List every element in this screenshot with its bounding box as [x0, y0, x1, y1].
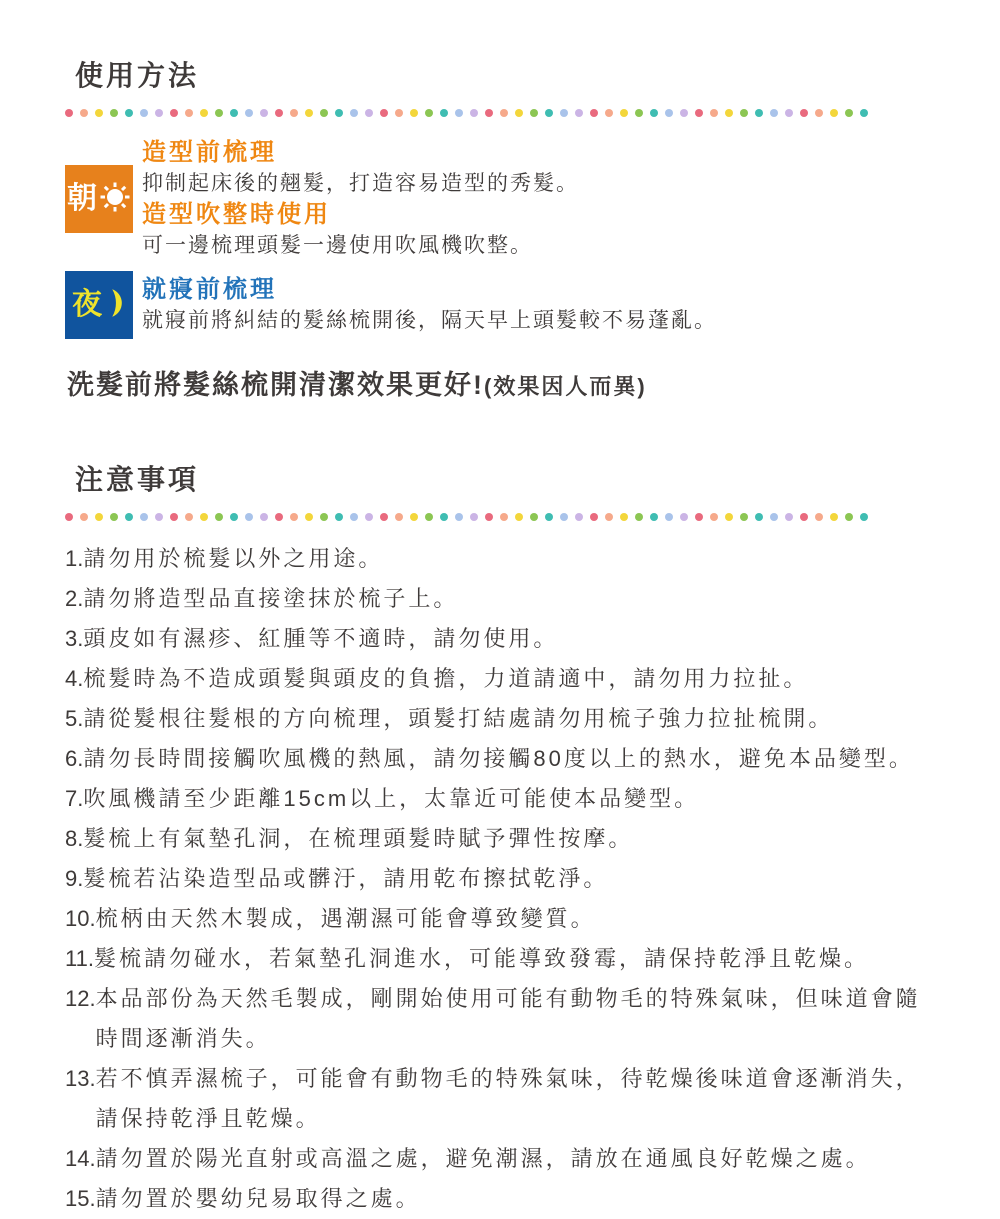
precautions-section [65, 458, 935, 1219]
precaution-text: 頭皮如有濕疹、紅腫等不適時，請勿使用。 [83, 626, 559, 651]
precaution-text: 吹風機請至少距離15cm以上，太靠近可能使本品變型。 [83, 786, 700, 811]
night-badge-label: 夜 [72, 288, 102, 321]
precaution-text: 請從髮根往髮根的方向梳理，頭髮打結處請勿用梳子強力拉扯梳開。 [83, 706, 834, 731]
precaution-item [65, 659, 935, 699]
precaution-item [65, 899, 935, 939]
divider-dot [380, 513, 388, 521]
divider-dot [605, 109, 613, 117]
divider-dot [605, 513, 613, 521]
precaution-text: 本品部份為天然毛製成，剛開始使用可能有動物毛的特殊氣味，但味道會隨時間逐漸消失。 [95, 986, 921, 1051]
divider-dot [215, 109, 223, 117]
precaution-number: 11. [65, 946, 94, 971]
divider-dot [230, 513, 238, 521]
divider-dot [305, 513, 313, 521]
divider-dot [290, 513, 298, 521]
divider-dot [95, 109, 103, 117]
divider-dot [320, 109, 328, 117]
divider-dot [455, 513, 463, 521]
usage-heading: 就寢前梳理 [142, 276, 277, 303]
divider-dot [740, 109, 748, 117]
divider-dot [755, 109, 763, 117]
precaution-item [65, 979, 935, 1059]
divider-dot [620, 513, 628, 521]
divider-dot [245, 109, 253, 117]
precaution-number: 9. [65, 866, 84, 891]
divider-dot [185, 513, 193, 521]
precaution-item [65, 1059, 935, 1139]
precaution-number: 7. [65, 786, 84, 811]
divider-dot [800, 513, 808, 521]
divider-dot [140, 109, 148, 117]
divider-dot [410, 109, 418, 117]
divider-dot [335, 513, 343, 521]
usage-section [65, 54, 935, 402]
precaution-number: 12. [65, 986, 96, 1011]
divider-dot [410, 513, 418, 521]
divider-dot [725, 109, 733, 117]
precaution-number: 8. [65, 826, 84, 851]
divider-dot [470, 109, 478, 117]
divider-dot [860, 109, 868, 117]
wash-tip-note: (效果因人而異) [484, 374, 647, 399]
precaution-text: 請勿置於嬰幼兒易取得之處。 [95, 1186, 421, 1211]
wash-tip-text: 洗髮前將髮絲梳開清潔效果更好! [67, 370, 484, 400]
divider-dot [185, 109, 193, 117]
divider-dot [500, 513, 508, 521]
precautions-section-title: 注意事項 [75, 464, 200, 495]
divider-dot [365, 513, 373, 521]
precaution-item [65, 859, 935, 899]
precaution-number: 4. [65, 666, 84, 691]
divider-dot [110, 109, 118, 117]
divider-dot [485, 109, 493, 117]
divider-dot [125, 109, 133, 117]
usage-heading: 造型前梳理 [142, 139, 277, 166]
divider-dot [485, 513, 493, 521]
precaution-number: 2. [65, 586, 84, 611]
divider-dot [755, 513, 763, 521]
divider-dot [155, 513, 163, 521]
divider-dot [830, 109, 838, 117]
precaution-item [65, 1139, 935, 1179]
divider-dot [725, 513, 733, 521]
divider-dot [500, 109, 508, 117]
divider-dot [455, 109, 463, 117]
precaution-text: 請勿用於梳髮以外之用途。 [83, 546, 384, 571]
divider-dot [425, 109, 433, 117]
moon-icon [104, 285, 126, 326]
divider-dot [590, 513, 598, 521]
divider-dot [125, 513, 133, 521]
morning-usage-row [65, 137, 935, 261]
divider-dot [695, 513, 703, 521]
precaution-item [65, 939, 935, 979]
precaution-text: 請勿置於陽光直射或高溫之處，避免潮濕，請放在通風良好乾燥之處。 [95, 1146, 871, 1171]
morning-text-block [142, 137, 579, 261]
precaution-item [65, 779, 935, 819]
usage-body: 抑制起床後的翹髮，打造容易造型的秀髮。 [142, 172, 579, 195]
precaution-item [65, 619, 935, 659]
morning-badge-label: 朝 [67, 182, 97, 215]
usage-section-title: 使用方法 [75, 60, 200, 91]
divider-dot [785, 109, 793, 117]
usage-heading: 造型吹整時使用 [142, 201, 331, 228]
divider-dot [845, 513, 853, 521]
divider-dot [620, 109, 628, 117]
precaution-item [65, 1179, 935, 1219]
divider-dot [320, 513, 328, 521]
divider-dot [665, 513, 673, 521]
precaution-number: 14. [65, 1146, 96, 1171]
wash-tip-highlight [67, 363, 935, 402]
precaution-text: 髮梳若沾染造型品或髒汙，請用乾布擦拭乾淨。 [83, 866, 609, 891]
divider-dot [260, 109, 268, 117]
precaution-number: 13. [65, 1066, 96, 1091]
precaution-number: 6. [65, 746, 84, 771]
divider-dot [305, 109, 313, 117]
divider-dot [365, 109, 373, 117]
divider-dot [575, 513, 583, 521]
precaution-text: 髮梳請勿碰水，若氣墊孔洞進水，可能導致發霉，請保持乾淨且乾燥。 [93, 946, 869, 971]
divider-dot [860, 513, 868, 521]
divider-dot [65, 109, 73, 117]
divider-dot [545, 513, 553, 521]
precaution-text: 請勿長時間接觸吹風機的熱風，請勿接觸80度以上的熱水，避免本品變型。 [83, 746, 914, 771]
precaution-number: 1. [65, 546, 84, 571]
divider-dot [665, 109, 673, 117]
divider-dot [815, 513, 823, 521]
divider-dot [290, 109, 298, 117]
divider-dot [515, 109, 523, 117]
divider-dot [95, 513, 103, 521]
divider-dot [575, 109, 583, 117]
divider-dot [650, 513, 658, 521]
divider-dot [170, 513, 178, 521]
sun-icon [99, 181, 131, 218]
dotted-divider [65, 109, 935, 117]
divider-dot [785, 513, 793, 521]
dotted-divider [65, 513, 935, 521]
divider-dot [440, 513, 448, 521]
precaution-number: 10. [65, 906, 96, 931]
divider-dot [710, 109, 718, 117]
divider-dot [560, 513, 568, 521]
divider-dot [845, 109, 853, 117]
divider-dot [350, 109, 358, 117]
divider-dot [215, 513, 223, 521]
divider-dot [170, 109, 178, 117]
divider-dot [440, 109, 448, 117]
divider-dot [395, 513, 403, 521]
divider-dot [425, 513, 433, 521]
precaution-text: 梳柄由天然木製成，遇潮濕可能會導致變質。 [95, 906, 596, 931]
precautions-list [65, 539, 935, 1219]
precaution-item [65, 539, 935, 579]
divider-dot [200, 109, 208, 117]
night-usage-row [65, 271, 935, 339]
divider-dot [335, 109, 343, 117]
precaution-item [65, 739, 935, 779]
divider-dot [200, 513, 208, 521]
divider-dot [680, 513, 688, 521]
divider-dot [245, 513, 253, 521]
divider-dot [650, 109, 658, 117]
precaution-item [65, 579, 935, 619]
precaution-number: 15. [65, 1186, 96, 1211]
divider-dot [275, 109, 283, 117]
divider-dot [770, 109, 778, 117]
divider-dot [515, 513, 523, 521]
precaution-text: 梳髮時為不造成頭髮與頭皮的負擔，力道請適中，請勿用力拉扯。 [83, 666, 809, 691]
divider-dot [560, 109, 568, 117]
divider-dot [230, 109, 238, 117]
precaution-text: 髮梳上有氣墊孔洞，在梳理頭髮時賦予彈性按摩。 [83, 826, 634, 851]
night-text-block [142, 274, 717, 336]
precaution-text: 請勿將造型品直接塗抹於梳子上。 [83, 586, 459, 611]
divider-dot [380, 109, 388, 117]
divider-dot [680, 109, 688, 117]
divider-dot [590, 109, 598, 117]
night-badge [65, 271, 133, 339]
divider-dot [395, 109, 403, 117]
divider-dot [275, 513, 283, 521]
precaution-item [65, 819, 935, 859]
divider-dot [695, 109, 703, 117]
divider-dot [65, 513, 73, 521]
divider-dot [80, 109, 88, 117]
divider-dot [800, 109, 808, 117]
usage-body: 可一邊梳理頭髮一邊使用吹風機吹整。 [142, 234, 533, 257]
divider-dot [80, 513, 88, 521]
divider-dot [815, 109, 823, 117]
precaution-number: 3. [65, 626, 84, 651]
divider-dot [110, 513, 118, 521]
divider-dot [635, 513, 643, 521]
divider-dot [155, 109, 163, 117]
divider-dot [470, 513, 478, 521]
divider-dot [830, 513, 838, 521]
divider-dot [260, 513, 268, 521]
divider-dot [140, 513, 148, 521]
usage-body: 就寢前將糾結的髮絲梳開後，隔天早上頭髮較不易蓬亂。 [142, 309, 717, 332]
divider-dot [545, 109, 553, 117]
precaution-number: 5. [65, 706, 84, 731]
divider-dot [770, 513, 778, 521]
divider-dot [710, 513, 718, 521]
morning-badge [65, 165, 133, 233]
divider-dot [350, 513, 358, 521]
precaution-text: 若不慎弄濕梳子，可能會有動物毛的特殊氣味，待乾燥後味道會逐漸消失，請保持乾淨且乾燥。 [95, 1066, 921, 1131]
divider-dot [740, 513, 748, 521]
divider-dot [530, 513, 538, 521]
divider-dot [635, 109, 643, 117]
divider-dot [530, 109, 538, 117]
precaution-item [65, 699, 935, 739]
